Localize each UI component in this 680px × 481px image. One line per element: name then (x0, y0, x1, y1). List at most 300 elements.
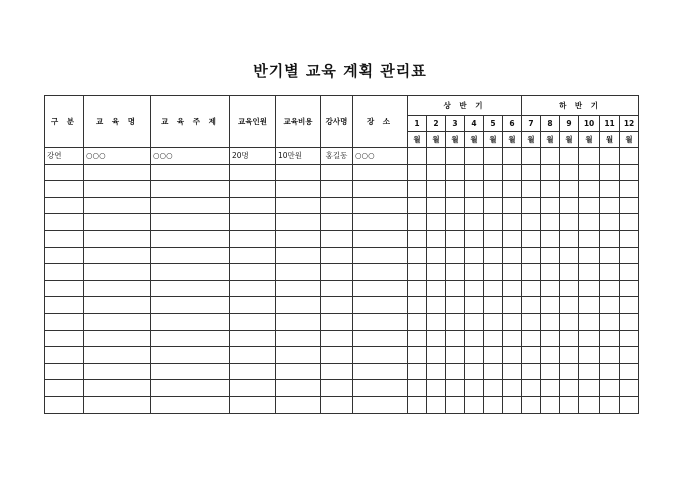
month-cell-1 (408, 181, 427, 198)
cell-cost (276, 347, 321, 364)
month-unit-8: 월 (541, 132, 560, 148)
table-row (45, 313, 639, 330)
month-cell-3 (446, 181, 465, 198)
month-cell-8 (541, 280, 560, 297)
month-cell-6 (503, 330, 522, 347)
month-cell-11 (600, 363, 620, 380)
month-number-11: 11 (600, 116, 620, 132)
cell-instructor (321, 264, 353, 281)
month-cell-11 (600, 164, 620, 181)
cell-participants (230, 380, 276, 397)
cell-cost (276, 396, 321, 413)
cell-cost (276, 264, 321, 281)
month-cell-5 (484, 363, 503, 380)
month-cell-8 (541, 330, 560, 347)
month-cell-10 (579, 164, 600, 181)
month-cell-12 (620, 396, 639, 413)
education-plan-table (44, 95, 639, 414)
month-cell-4 (465, 214, 484, 231)
cell-course-name (84, 280, 151, 297)
month-cell-7 (522, 164, 541, 181)
month-cell-4 (465, 396, 484, 413)
cell-instructor (321, 347, 353, 364)
month-cell-11 (600, 347, 620, 364)
header-category: 구 분 (45, 96, 84, 148)
month-cell-8 (541, 247, 560, 264)
month-cell-10 (579, 230, 600, 247)
month-cell-3 (446, 380, 465, 397)
month-cell-3 (446, 197, 465, 214)
month-cell-5 (484, 181, 503, 198)
month-cell-5 (484, 313, 503, 330)
month-cell-11 (600, 396, 620, 413)
cell-course-name (84, 197, 151, 214)
month-cell-7 (522, 264, 541, 281)
month-cell-7 (522, 313, 541, 330)
month-cell-4 (465, 363, 484, 380)
month-number-8: 8 (541, 116, 560, 132)
month-cell-5 (484, 264, 503, 281)
month-cell-3 (446, 264, 465, 281)
cell-cost (276, 230, 321, 247)
cell-category (45, 280, 84, 297)
month-cell-10 (579, 148, 600, 165)
table-row (45, 363, 639, 380)
cell-course-topic (151, 313, 230, 330)
month-cell-6 (503, 363, 522, 380)
cell-course-name (84, 297, 151, 314)
cell-category (45, 230, 84, 247)
month-cell-2 (427, 164, 446, 181)
month-cell-11 (600, 313, 620, 330)
cell-location (353, 280, 408, 297)
cell-participants (230, 164, 276, 181)
cell-instructor (321, 181, 353, 198)
month-cell-9 (560, 164, 579, 181)
month-cell-3 (446, 363, 465, 380)
cell-participants (230, 330, 276, 347)
month-unit-3: 월 (446, 132, 465, 148)
cell-location (353, 347, 408, 364)
month-unit-7: 월 (522, 132, 541, 148)
month-cell-3 (446, 247, 465, 264)
cell-course-topic (151, 347, 230, 364)
month-cell-1 (408, 347, 427, 364)
month-cell-4 (465, 330, 484, 347)
month-cell-12 (620, 197, 639, 214)
table-row (45, 380, 639, 397)
cell-course-topic (151, 363, 230, 380)
table-row (45, 214, 639, 231)
cell-instructor (321, 363, 353, 380)
month-cell-3 (446, 280, 465, 297)
month-cell-7 (522, 330, 541, 347)
month-cell-2 (427, 247, 446, 264)
month-cell-6 (503, 313, 522, 330)
month-unit-2: 월 (427, 132, 446, 148)
table-row (45, 347, 639, 364)
month-cell-7 (522, 214, 541, 231)
cell-cost (276, 380, 321, 397)
table-row (45, 247, 639, 264)
month-cell-7 (522, 230, 541, 247)
cell-location (353, 330, 408, 347)
month-cell-2 (427, 297, 446, 314)
month-cell-10 (579, 380, 600, 397)
cell-location (353, 197, 408, 214)
month-cell-1 (408, 247, 427, 264)
month-cell-2 (427, 330, 446, 347)
cell-course-name (84, 264, 151, 281)
month-cell-8 (541, 313, 560, 330)
cell-cost (276, 181, 321, 198)
month-cell-9 (560, 297, 579, 314)
cell-course-name (84, 330, 151, 347)
month-cell-12 (620, 313, 639, 330)
cell-participants (230, 396, 276, 413)
month-cell-10 (579, 313, 600, 330)
month-number-2: 2 (427, 116, 446, 132)
month-cell-3 (446, 230, 465, 247)
cell-instructor (321, 330, 353, 347)
month-unit-9: 월 (560, 132, 579, 148)
cell-location (353, 181, 408, 198)
month-cell-3 (446, 297, 465, 314)
document-title: 반기별 교육 계획 관리표 (253, 62, 427, 80)
month-cell-8 (541, 363, 560, 380)
cell-participants: 20명 (230, 148, 276, 165)
cell-course-name (84, 247, 151, 264)
month-cell-9 (560, 181, 579, 198)
month-cell-2 (427, 280, 446, 297)
cell-cost (276, 164, 321, 181)
month-cell-1 (408, 297, 427, 314)
cell-course-topic (151, 297, 230, 314)
month-cell-9 (560, 396, 579, 413)
month-cell-5 (484, 280, 503, 297)
cell-instructor (321, 214, 353, 231)
month-unit-10: 월 (579, 132, 600, 148)
cell-instructor (321, 297, 353, 314)
cell-participants (230, 214, 276, 231)
cell-course-topic (151, 330, 230, 347)
month-cell-1 (408, 148, 427, 165)
month-cell-9 (560, 230, 579, 247)
month-cell-4 (465, 247, 484, 264)
month-cell-6 (503, 396, 522, 413)
month-number-1: 1 (408, 116, 427, 132)
cell-course-topic (151, 197, 230, 214)
month-cell-9 (560, 148, 579, 165)
cell-location (353, 230, 408, 247)
month-cell-4 (465, 264, 484, 281)
cell-course-name (84, 363, 151, 380)
month-cell-11 (600, 230, 620, 247)
month-cell-4 (465, 148, 484, 165)
month-cell-1 (408, 396, 427, 413)
month-cell-1 (408, 164, 427, 181)
cell-cost (276, 247, 321, 264)
month-cell-5 (484, 230, 503, 247)
cell-course-name (84, 214, 151, 231)
month-cell-11 (600, 280, 620, 297)
month-cell-3 (446, 214, 465, 231)
month-cell-9 (560, 380, 579, 397)
cell-location (353, 297, 408, 314)
month-cell-12 (620, 247, 639, 264)
month-cell-10 (579, 264, 600, 281)
month-cell-5 (484, 214, 503, 231)
cell-instructor (321, 230, 353, 247)
month-cell-8 (541, 297, 560, 314)
month-cell-12 (620, 214, 639, 231)
month-cell-1 (408, 313, 427, 330)
month-cell-3 (446, 396, 465, 413)
month-cell-12 (620, 380, 639, 397)
header-course-topic: 교 육 주 제 (151, 96, 230, 148)
cell-course-name (84, 347, 151, 364)
month-cell-4 (465, 280, 484, 297)
month-cell-8 (541, 148, 560, 165)
cell-instructor (321, 280, 353, 297)
cell-course-topic (151, 164, 230, 181)
cell-category (45, 264, 84, 281)
cell-participants (230, 347, 276, 364)
month-cell-6 (503, 264, 522, 281)
cell-cost (276, 330, 321, 347)
month-cell-2 (427, 230, 446, 247)
month-number-6: 6 (503, 116, 522, 132)
cell-course-name (84, 181, 151, 198)
month-cell-3 (446, 164, 465, 181)
cell-participants (230, 363, 276, 380)
month-cell-12 (620, 181, 639, 198)
month-cell-12 (620, 347, 639, 364)
table-row (45, 297, 639, 314)
table-row (45, 230, 639, 247)
month-cell-7 (522, 396, 541, 413)
cell-cost (276, 214, 321, 231)
month-cell-6 (503, 347, 522, 364)
month-cell-6 (503, 247, 522, 264)
month-cell-1 (408, 214, 427, 231)
month-cell-4 (465, 164, 484, 181)
cell-location: ○○○ (353, 148, 408, 165)
month-cell-8 (541, 181, 560, 198)
month-unit-12: 월 (620, 132, 639, 148)
cell-category (45, 330, 84, 347)
cell-category (45, 380, 84, 397)
month-cell-2 (427, 347, 446, 364)
month-cell-4 (465, 230, 484, 247)
month-cell-11 (600, 197, 620, 214)
cell-cost (276, 297, 321, 314)
month-cell-7 (522, 297, 541, 314)
month-unit-6: 월 (503, 132, 522, 148)
month-cell-6 (503, 230, 522, 247)
header-cost: 교육비용 (276, 96, 321, 148)
month-cell-5 (484, 297, 503, 314)
month-cell-12 (620, 297, 639, 314)
cell-instructor (321, 164, 353, 181)
month-cell-8 (541, 214, 560, 231)
month-cell-10 (579, 214, 600, 231)
month-cell-3 (446, 330, 465, 347)
month-cell-2 (427, 214, 446, 231)
month-cell-11 (600, 330, 620, 347)
month-cell-11 (600, 214, 620, 231)
month-cell-10 (579, 363, 600, 380)
header-second-half: 하 반 기 (522, 96, 639, 116)
month-cell-3 (446, 313, 465, 330)
cell-course-name (84, 313, 151, 330)
month-cell-12 (620, 280, 639, 297)
month-cell-7 (522, 363, 541, 380)
month-cell-5 (484, 164, 503, 181)
header-location: 장 소 (353, 96, 408, 148)
cell-instructor: 홍길동 (321, 148, 353, 165)
cell-location (353, 380, 408, 397)
month-cell-2 (427, 181, 446, 198)
month-cell-6 (503, 148, 522, 165)
cell-category (45, 396, 84, 413)
month-cell-3 (446, 148, 465, 165)
month-cell-2 (427, 313, 446, 330)
cell-instructor (321, 313, 353, 330)
cell-location (353, 264, 408, 281)
month-cell-11 (600, 380, 620, 397)
cell-course-topic (151, 280, 230, 297)
month-cell-11 (600, 148, 620, 165)
cell-location (353, 313, 408, 330)
cell-location (353, 363, 408, 380)
table-row (45, 330, 639, 347)
month-cell-2 (427, 363, 446, 380)
month-cell-5 (484, 197, 503, 214)
month-cell-11 (600, 264, 620, 281)
month-cell-9 (560, 330, 579, 347)
month-cell-7 (522, 280, 541, 297)
month-cell-8 (541, 264, 560, 281)
cell-participants (230, 280, 276, 297)
month-cell-5 (484, 330, 503, 347)
cell-course-topic: ○○○ (151, 148, 230, 165)
month-cell-4 (465, 347, 484, 364)
month-cell-2 (427, 380, 446, 397)
month-cell-2 (427, 396, 446, 413)
month-cell-8 (541, 164, 560, 181)
cell-course-topic (151, 181, 230, 198)
cell-category (45, 197, 84, 214)
month-cell-10 (579, 297, 600, 314)
month-unit-11: 월 (600, 132, 620, 148)
month-cell-4 (465, 380, 484, 397)
cell-participants (230, 264, 276, 281)
table-row (45, 164, 639, 181)
cell-participants (230, 297, 276, 314)
cell-location (353, 214, 408, 231)
month-cell-12 (620, 330, 639, 347)
month-cell-12 (620, 164, 639, 181)
cell-course-topic (151, 380, 230, 397)
month-number-7: 7 (522, 116, 541, 132)
cell-instructor (321, 396, 353, 413)
table-row (45, 181, 639, 198)
month-cell-2 (427, 197, 446, 214)
month-cell-3 (446, 347, 465, 364)
header-row-1 (45, 96, 639, 116)
month-cell-8 (541, 347, 560, 364)
month-cell-10 (579, 347, 600, 364)
cell-participants (230, 247, 276, 264)
month-cell-8 (541, 197, 560, 214)
month-cell-10 (579, 396, 600, 413)
month-cell-1 (408, 230, 427, 247)
month-cell-1 (408, 380, 427, 397)
month-cell-9 (560, 280, 579, 297)
month-cell-4 (465, 197, 484, 214)
month-cell-6 (503, 297, 522, 314)
table-row (45, 197, 639, 214)
cell-course-name: ○○○ (84, 148, 151, 165)
cell-course-topic (151, 396, 230, 413)
cell-category: 강연 (45, 148, 84, 165)
month-number-12: 12 (620, 116, 639, 132)
month-cell-9 (560, 347, 579, 364)
month-unit-5: 월 (484, 132, 503, 148)
month-cell-10 (579, 247, 600, 264)
month-cell-10 (579, 181, 600, 198)
cell-location (353, 247, 408, 264)
cell-category (45, 181, 84, 198)
month-cell-1 (408, 280, 427, 297)
month-cell-11 (600, 247, 620, 264)
month-cell-2 (427, 264, 446, 281)
header-participants: 교육인원 (230, 96, 276, 148)
cell-cost (276, 313, 321, 330)
cell-cost (276, 363, 321, 380)
cell-course-topic (151, 247, 230, 264)
cell-category (45, 313, 84, 330)
month-cell-7 (522, 148, 541, 165)
month-number-10: 10 (579, 116, 600, 132)
month-cell-4 (465, 313, 484, 330)
cell-instructor (321, 380, 353, 397)
cell-course-name (84, 164, 151, 181)
cell-cost (276, 280, 321, 297)
month-cell-8 (541, 396, 560, 413)
month-cell-4 (465, 297, 484, 314)
month-cell-5 (484, 148, 503, 165)
month-cell-6 (503, 197, 522, 214)
cell-course-name (84, 380, 151, 397)
month-cell-9 (560, 247, 579, 264)
month-cell-7 (522, 380, 541, 397)
month-cell-9 (560, 197, 579, 214)
month-cell-9 (560, 264, 579, 281)
month-cell-2 (427, 148, 446, 165)
month-cell-4 (465, 181, 484, 198)
month-cell-1 (408, 363, 427, 380)
cell-instructor (321, 247, 353, 264)
month-cell-6 (503, 280, 522, 297)
cell-category (45, 247, 84, 264)
month-cell-7 (522, 247, 541, 264)
cell-category (45, 214, 84, 231)
cell-category (45, 347, 84, 364)
month-unit-4: 월 (465, 132, 484, 148)
month-cell-6 (503, 380, 522, 397)
